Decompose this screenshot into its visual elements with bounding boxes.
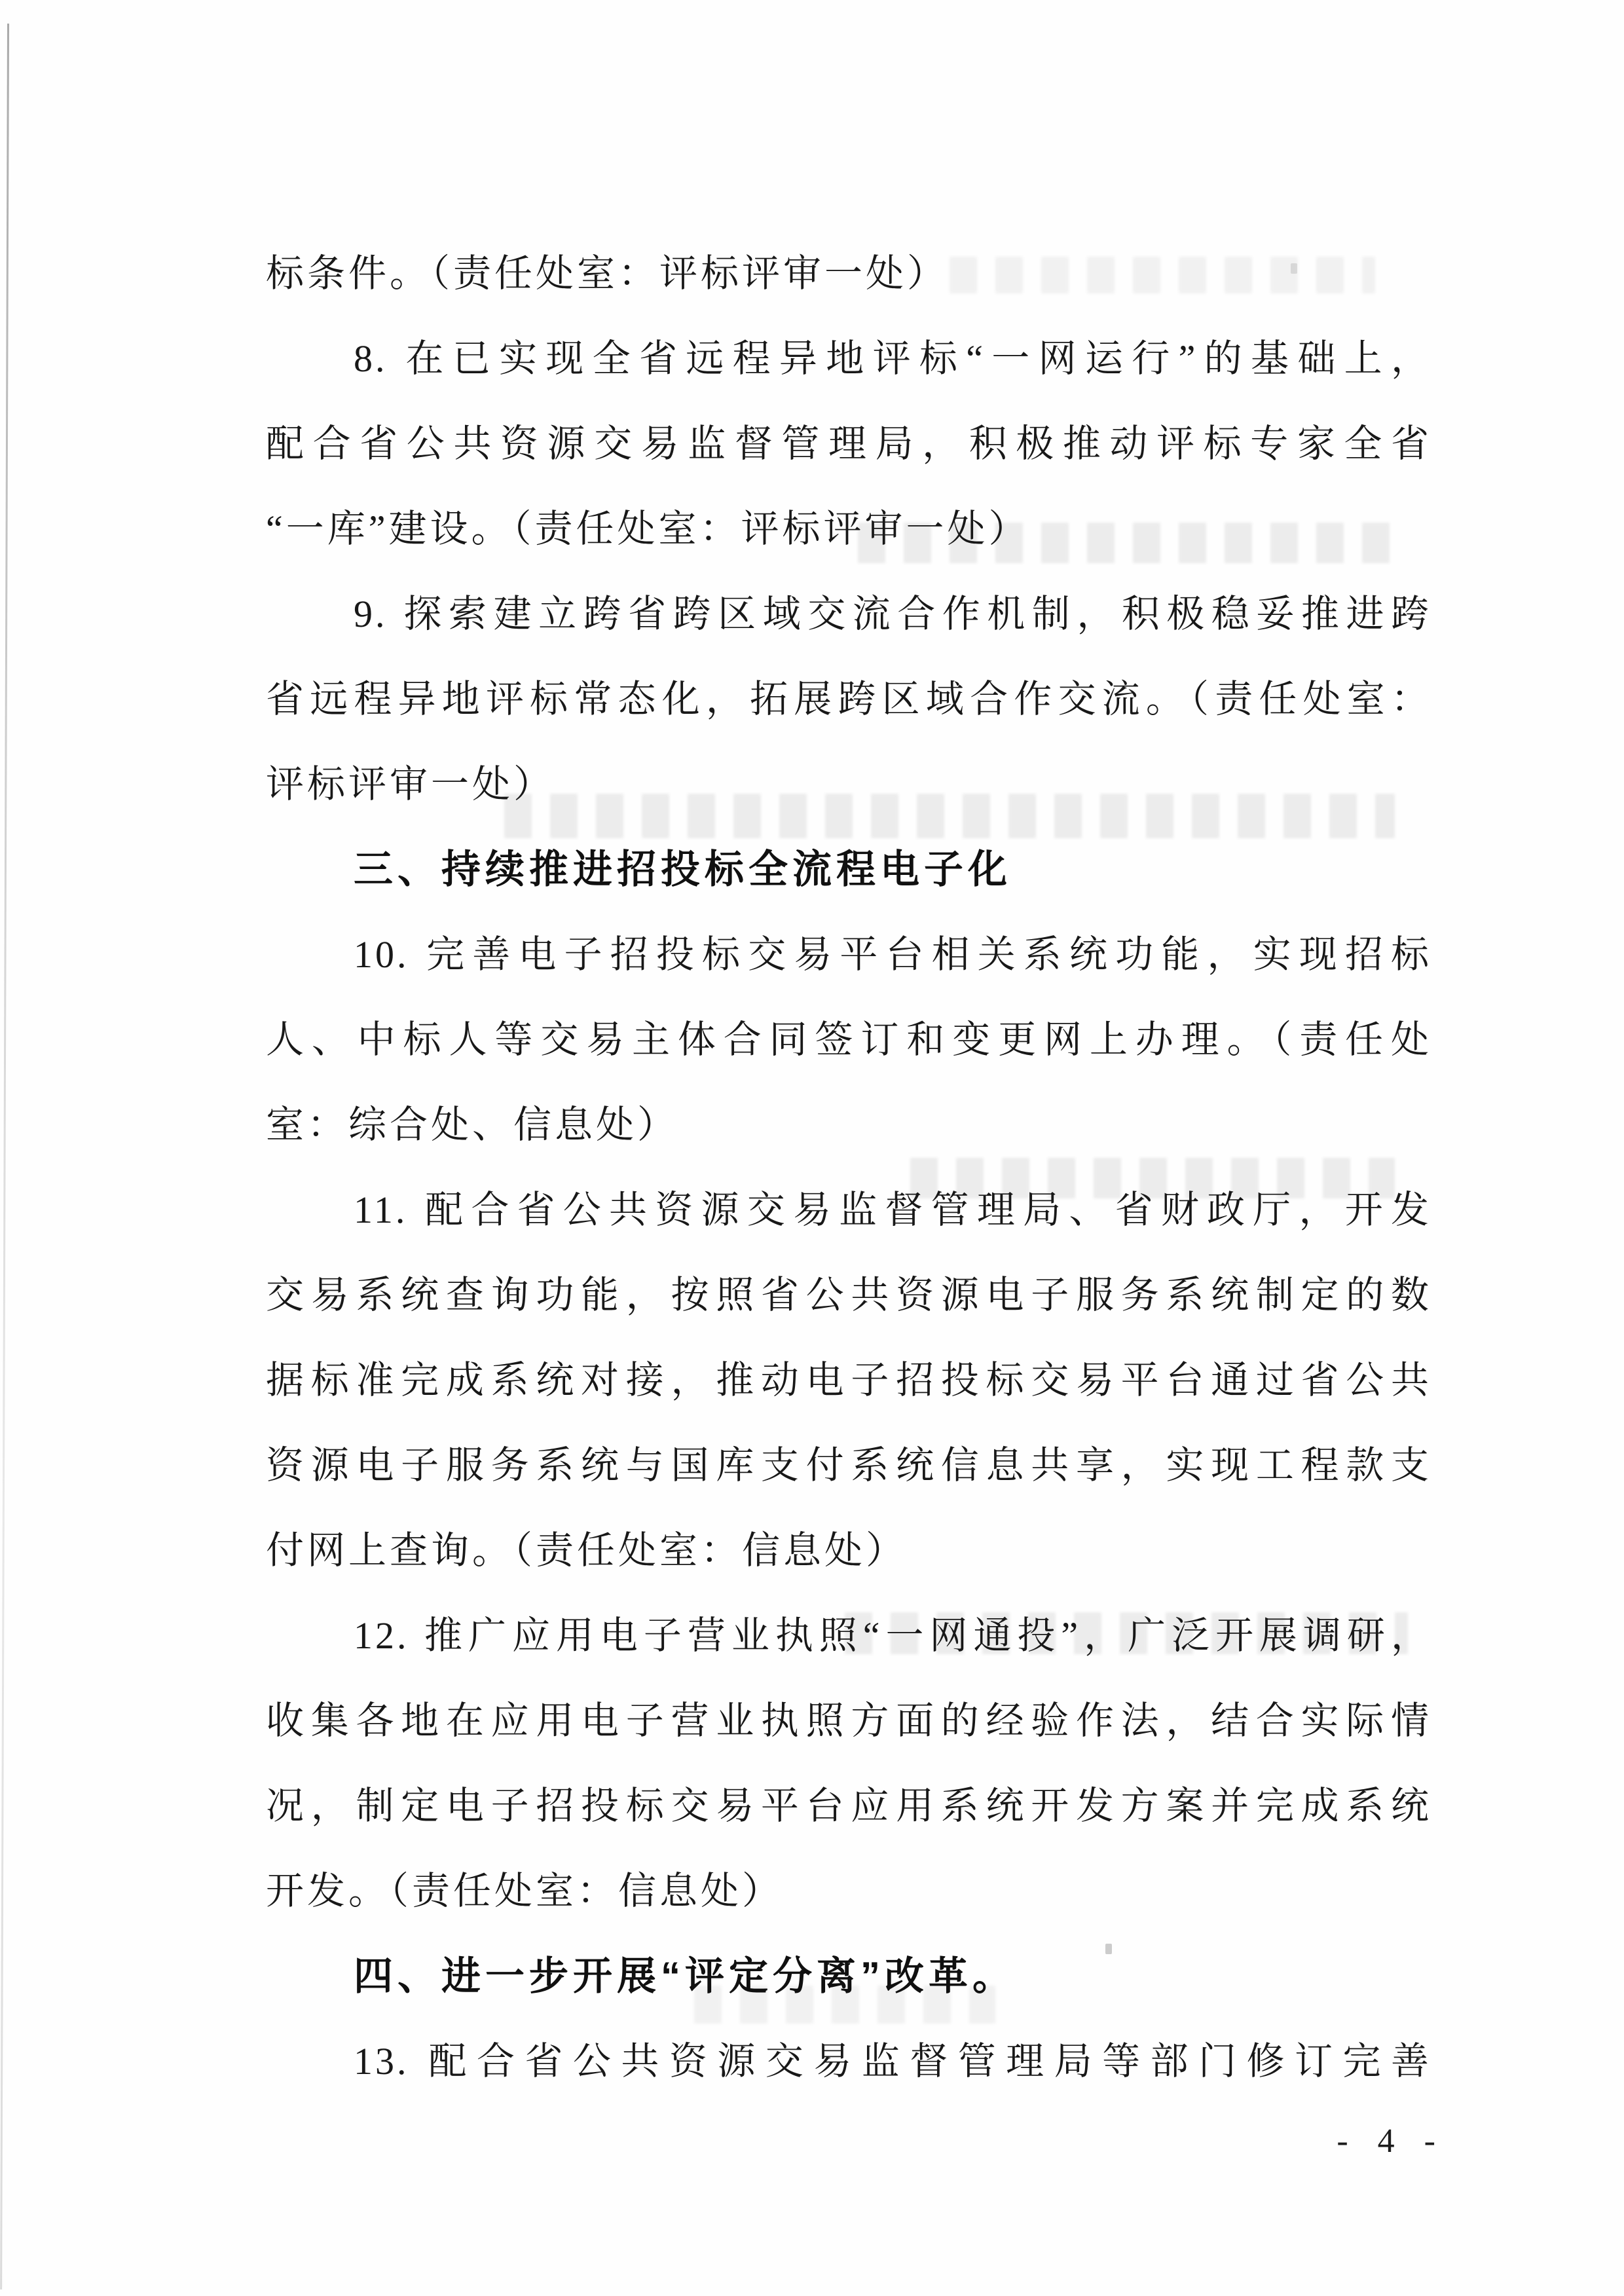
document-line: 人、中标人等交易主体合同签订和变更网上办理。（责任处 xyxy=(266,1018,1431,1061)
document-line: “一库”建设。（责任处室：评标评审一处） xyxy=(266,508,1030,550)
document-line: 交易系统查询功能，按照省公共资源电子服务系统制定的数 xyxy=(266,1274,1431,1316)
document-line: 开发。（责任处室：信息处） xyxy=(266,1870,784,1912)
section-heading: 四、进一步开展“评定分离”改革。 xyxy=(354,1954,1016,1998)
document-line: 评标评审一处） xyxy=(266,763,555,805)
page-number: - 4 - xyxy=(1337,2122,1441,2160)
document-line: 13. 配合省公共资源交易监督管理局等部门修订完善 xyxy=(354,2040,1431,2083)
document-line: 收集各地在应用电子营业执照方面的经验作法，结合实际情 xyxy=(266,1699,1431,1742)
scan-artifact-left-line xyxy=(0,24,9,2289)
document-line: 11. 配合省公共资源交易监督管理局、省财政厅，开发 xyxy=(354,1189,1431,1231)
document-line: 况，制定电子招投标交易平台应用系统开发方案并完成系统 xyxy=(266,1785,1431,1827)
document-line: 室：综合处、信息处） xyxy=(266,1103,679,1146)
document-line: 据标准完成系统对接，推动电子招投标交易平台通过省公共 xyxy=(266,1359,1431,1401)
document-line: 标条件。（责任处室：评标评审一处） xyxy=(266,252,949,295)
document-line: 付网上查询。（责任处室：信息处） xyxy=(266,1529,908,1572)
document-line: 资源电子服务系统与国库支付系统信息共享，实现工程款支 xyxy=(266,1444,1431,1487)
document-line: 8. 在已实现全省远程异地评标“一网运行”的基础上， xyxy=(354,337,1431,380)
document-line: 配合省公共资源交易监督管理局，积极推动评标专家全省 xyxy=(266,422,1431,465)
document-line: 9. 探索建立跨省跨区域交流合作机制，积极稳妥推进跨 xyxy=(354,593,1431,635)
document-line: 省远程异地评标常态化，拓展跨区域合作交流。（责任处室： xyxy=(266,678,1431,720)
document-line: 12. 推广应用电子营业执照“一网通投”，广泛开展调研， xyxy=(354,1614,1431,1657)
section-heading: 三、持续推进招投标全流程电子化 xyxy=(354,847,1012,891)
document-line: 10. 完善电子招投标交易平台相关系统功能，实现招标 xyxy=(354,933,1431,976)
scan-speck xyxy=(1105,1944,1112,1954)
